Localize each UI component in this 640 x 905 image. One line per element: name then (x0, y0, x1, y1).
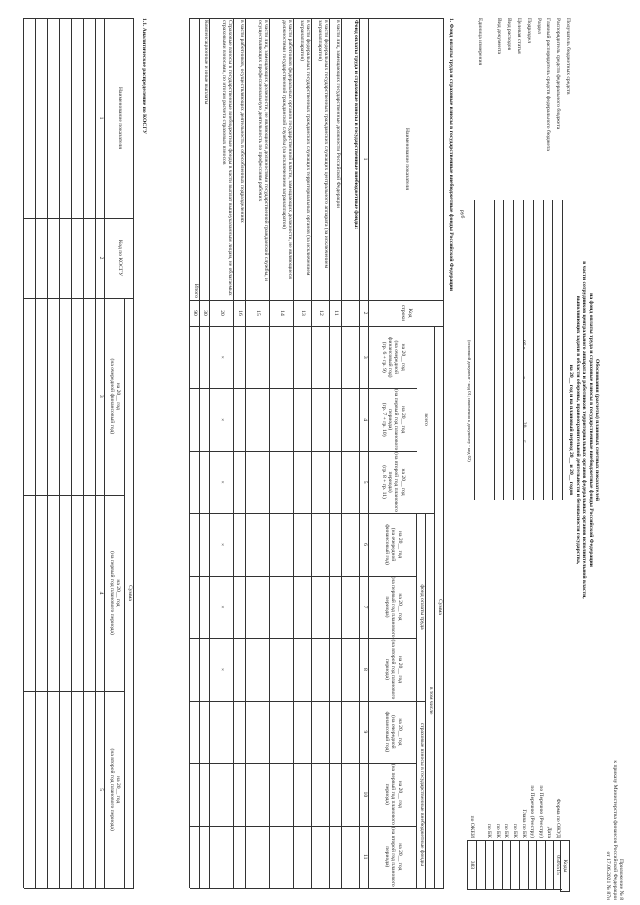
period-sub: (на второй год планового периода) (387, 452, 400, 513)
period-year: на 20__ год (396, 530, 403, 559)
not-applicable-mark: × (219, 355, 226, 359)
table-row-code: 12 (318, 310, 325, 316)
date-from: от (521, 340, 527, 346)
codes-row-value (528, 840, 537, 890)
period-formula: (гр. 6 + гр. 9) (380, 341, 387, 373)
codes-row-value (485, 840, 494, 890)
period-col-header (369, 513, 417, 575)
codes-row-value (502, 840, 511, 890)
not-applicable-mark: × (219, 542, 226, 547)
column-number: 9 (361, 730, 368, 734)
table-row-name: в части лиц, замещающих должности, не являющиеся должностями государственной гражданской службы, и осуществляющих профессиональную деятельность по профессиям рабочих (256, 20, 269, 282)
codes-row-value (476, 840, 485, 890)
table-row-name: в части федеральных государственных гражданских служащих территориальных органов (за исключением загранаппаратов) (298, 20, 311, 276)
table-rule-h (35, 18, 36, 888)
table-rule-h (71, 18, 72, 888)
codes-row-label: по Перечню (Реестру) (529, 785, 536, 838)
kosgu-col-header-sum: Сумма (126, 585, 133, 601)
table-rule-v (190, 888, 444, 889)
period-sub: (на второй год планового периода) (383, 639, 397, 700)
table-row-code: 30 (202, 310, 209, 316)
field-underline (543, 200, 544, 500)
codes-row-value (493, 840, 502, 890)
period-year: на 20__ год (399, 468, 406, 496)
period-sub: (на очередной финансовый год) (383, 524, 397, 565)
table-row-code: 90 (192, 310, 199, 316)
kosgu-column-number: 2 (97, 256, 104, 260)
table-row-code: 20 (219, 310, 226, 316)
page-title (568, 150, 600, 710)
field-label: Целевая статья (516, 18, 522, 54)
table-rule-h (59, 18, 60, 888)
period-year: на 20__ год (396, 655, 403, 683)
column-number: 8 (361, 668, 368, 671)
period-sub: (на первый год планового периода) (387, 389, 400, 451)
codes-row-value: 383 (467, 840, 476, 890)
codes-row-value (536, 840, 545, 890)
period-sub: (на очередной финансовый год) (387, 336, 400, 378)
column-number: 6 (361, 543, 368, 546)
table-row-name: Страховые взносы в государственные внебюджетные фонды в части выплат вышеуказанным лицам, не облагаемых страховыми взносами, по итогам расчета страховых взносов (220, 20, 233, 296)
codes-row-value (545, 840, 554, 890)
period-col-header (369, 826, 417, 888)
table-row-code: 16 (237, 310, 244, 316)
table-rule-h (47, 18, 48, 888)
column-number: 4 (361, 418, 368, 422)
field-label: Подраздел (525, 18, 532, 44)
title-line1: Обоснования (расчеты) плановых сметных показателей (594, 359, 600, 501)
col-header-in-that: в том числе (427, 686, 434, 715)
table-row-code: 13 (300, 310, 307, 316)
codes-row-label: по ОКЕИ (469, 815, 475, 838)
period-year: на 20__ год (399, 406, 406, 434)
period-sub: (на второй год планового периода) (383, 826, 397, 887)
kosgu-period-header (105, 495, 125, 692)
kosgu-period-year: на 20__ год (115, 579, 122, 607)
period-sub: (на первый год планового периода) (383, 576, 397, 638)
field-label: Вид расходов (506, 18, 513, 51)
period-formula: (гр. 8 + гр. 11) (380, 465, 387, 499)
col-header-insurance: страховые взносы в государственные внебюджетные фонды (418, 722, 425, 866)
column-number: 5 (361, 480, 368, 484)
field-underline (474, 200, 475, 500)
column-number: 2 (361, 311, 368, 315)
kosgu-period-sub: (на второй год планового периода) (109, 748, 115, 831)
period-year: на 20__ год (396, 780, 403, 808)
date-q2: » (521, 376, 527, 379)
indicators-table (162, 18, 444, 888)
field-underline (562, 200, 563, 500)
title-line2: на фонд оплаты труда и страховые взносы в государственные внебюджетные фонды Российской Федерации (587, 293, 594, 567)
kosgu-column-number: 5 (97, 788, 104, 792)
table-row-name: в части федеральных государственных гражданских служащих центрального аппарата (за исключением загранаппаратов) (316, 20, 329, 269)
codes-row-value: 0505515 (553, 840, 562, 890)
field-label: Распорядитель средств федерального бюджета (555, 18, 562, 130)
table-row-code: 14 (279, 310, 286, 316)
doc-kind-hint: (основной документ - код 01; изменения к документу - код 02) (467, 340, 472, 462)
appendix-block (605, 700, 624, 900)
kosgu-col-header-name: Наименование показателя (116, 87, 123, 149)
period-year: на 20__ год (399, 343, 406, 371)
date-suffix: г. (521, 440, 527, 444)
period-col-header (369, 451, 417, 513)
codes-row-label: Форма по ОКУД (555, 798, 561, 838)
kosgu-period-year: на 20__ год (115, 382, 122, 410)
title-line4: выполняющих задачи в области обороны, правоохранительной деятельности и безопасности государства, (574, 295, 581, 565)
codes-row-label: по БК (486, 823, 493, 838)
kosgu-column-number: 3 (97, 394, 104, 398)
date-year: 20 (521, 421, 527, 428)
table-row-code: 15 (255, 310, 262, 316)
field-label: Единица измерения (476, 18, 483, 66)
col-header-code: Код строки (400, 304, 413, 322)
field-underline (503, 200, 504, 500)
kosgu-column-number: 4 (97, 591, 104, 595)
period-year: на 20__ год (396, 843, 403, 871)
not-applicable-mark: × (219, 667, 226, 672)
kosgu-period-year: на 20__ год (115, 776, 122, 804)
date-q1: « (521, 346, 527, 350)
column-number: 3 (361, 355, 368, 359)
period-col-header (369, 638, 417, 700)
section1-title: 1. Фонд оплаты труда и страховые взносы в государственные внебюджетные фонды Российской Федерации (448, 18, 454, 291)
col-header-fot: фонд оплаты труда (418, 584, 425, 630)
not-applicable-mark: × (219, 418, 226, 422)
column-number: 10 (361, 791, 368, 798)
codes-row-label: по БК (512, 823, 518, 838)
table-rule-h (83, 18, 84, 888)
column-number: 7 (361, 605, 368, 609)
codes-header: Коды (560, 840, 570, 892)
not-applicable-mark: × (219, 605, 226, 609)
title-line5: на 20__ год и на плановый период 20__ и 20__ годов (568, 364, 575, 496)
period-sub: (на очередной финансовый год) (383, 711, 397, 753)
field-underline (513, 200, 514, 500)
kosgu-column-number: 1 (97, 116, 104, 120)
col-header-sum: Сумма (436, 599, 443, 615)
field-label: Получатель бюджетных средств (565, 18, 571, 95)
codes-row-label: по БК (503, 823, 510, 838)
field-label: Вид документа (496, 18, 503, 54)
table-row-code: 11 (333, 310, 340, 316)
period-year: на 20__ год (396, 718, 403, 746)
appendix-line3: от 17.06.2021 № 87н (605, 851, 612, 900)
table-row-code (342, 300, 360, 326)
codes-row-label (476, 770, 485, 838)
field-label: Раздел (535, 18, 542, 34)
title-line3: в части сотрудников центрального аппарата и работников территориальных органов федеральных органов исполнительной власти, (581, 261, 588, 599)
col-header-name: Наименование показателя (403, 128, 410, 190)
appendix-line1: Приложение № 8 (618, 859, 624, 900)
period-col-header (369, 388, 417, 450)
period-col-header (369, 576, 417, 638)
kosgu-period-header (105, 298, 125, 495)
codes-row-label: по БК (494, 823, 501, 838)
table-row-name: в части лиц, замещающих государственные должности Российской Федерации (335, 20, 341, 208)
period-year: на 20__ год (396, 593, 403, 621)
field-underline (533, 200, 534, 500)
section11-title: 1.1. Аналитическое распределение по КОСГУ (141, 18, 147, 135)
table-row-name: в части работников, осуществляющих деятельность в обособленных подразделениях (239, 20, 245, 223)
table-row-name: Фонд оплаты труда и страховые взносы в государственные внебюджетные фонды: (353, 20, 359, 230)
period-col-header (369, 763, 417, 825)
table-rule-h (23, 18, 24, 888)
not-applicable-mark: × (219, 480, 226, 484)
kosgu-period-header (105, 691, 125, 888)
table-row-name: Итого (193, 283, 199, 298)
kosgu-table (14, 18, 134, 888)
kosgu-period-sub: (на очередной финансовый год) (109, 358, 115, 435)
period-formula: (гр. 7 + гр. 10) (380, 402, 387, 437)
field-underline (552, 200, 553, 500)
table-row-name: Компенсационные и иные выплаты (203, 20, 209, 105)
column-number: 11 (361, 854, 368, 860)
col-header-total: всего (423, 413, 430, 426)
codes-row-label: Глава по БК (520, 809, 527, 838)
codes-row-value (519, 840, 528, 890)
codes-row-value (510, 840, 519, 890)
kosgu-col-header-code: Код по КОСГУ (116, 239, 123, 277)
period-col-header (369, 326, 417, 388)
table-row-name: в части работников федеральных органов государственной власти, замещающих должности, не являющиеся должностями государственной гражданской службы (за исключением загранаппаратов) (280, 20, 293, 279)
field-label: Главный распорядитель средств федерального бюджета (545, 18, 552, 151)
kosgu-period-sub: (на первый год планового периода) (109, 551, 115, 635)
field-underline (523, 200, 524, 500)
appendix-line2: к приказу Министерства финансов Российской Федерации (611, 760, 618, 900)
field-underline (494, 200, 495, 500)
table-rule-v (24, 888, 134, 889)
codes-row-label: по Перечню (Реестру) (537, 785, 544, 838)
codes-row-label: Дата (546, 826, 553, 838)
period-col-header (369, 701, 417, 763)
period-sub: (на первый год планового периода) (383, 763, 397, 825)
field-label (484, 18, 494, 218)
unit-value: руб (459, 210, 465, 219)
column-number: 1 (361, 157, 368, 161)
